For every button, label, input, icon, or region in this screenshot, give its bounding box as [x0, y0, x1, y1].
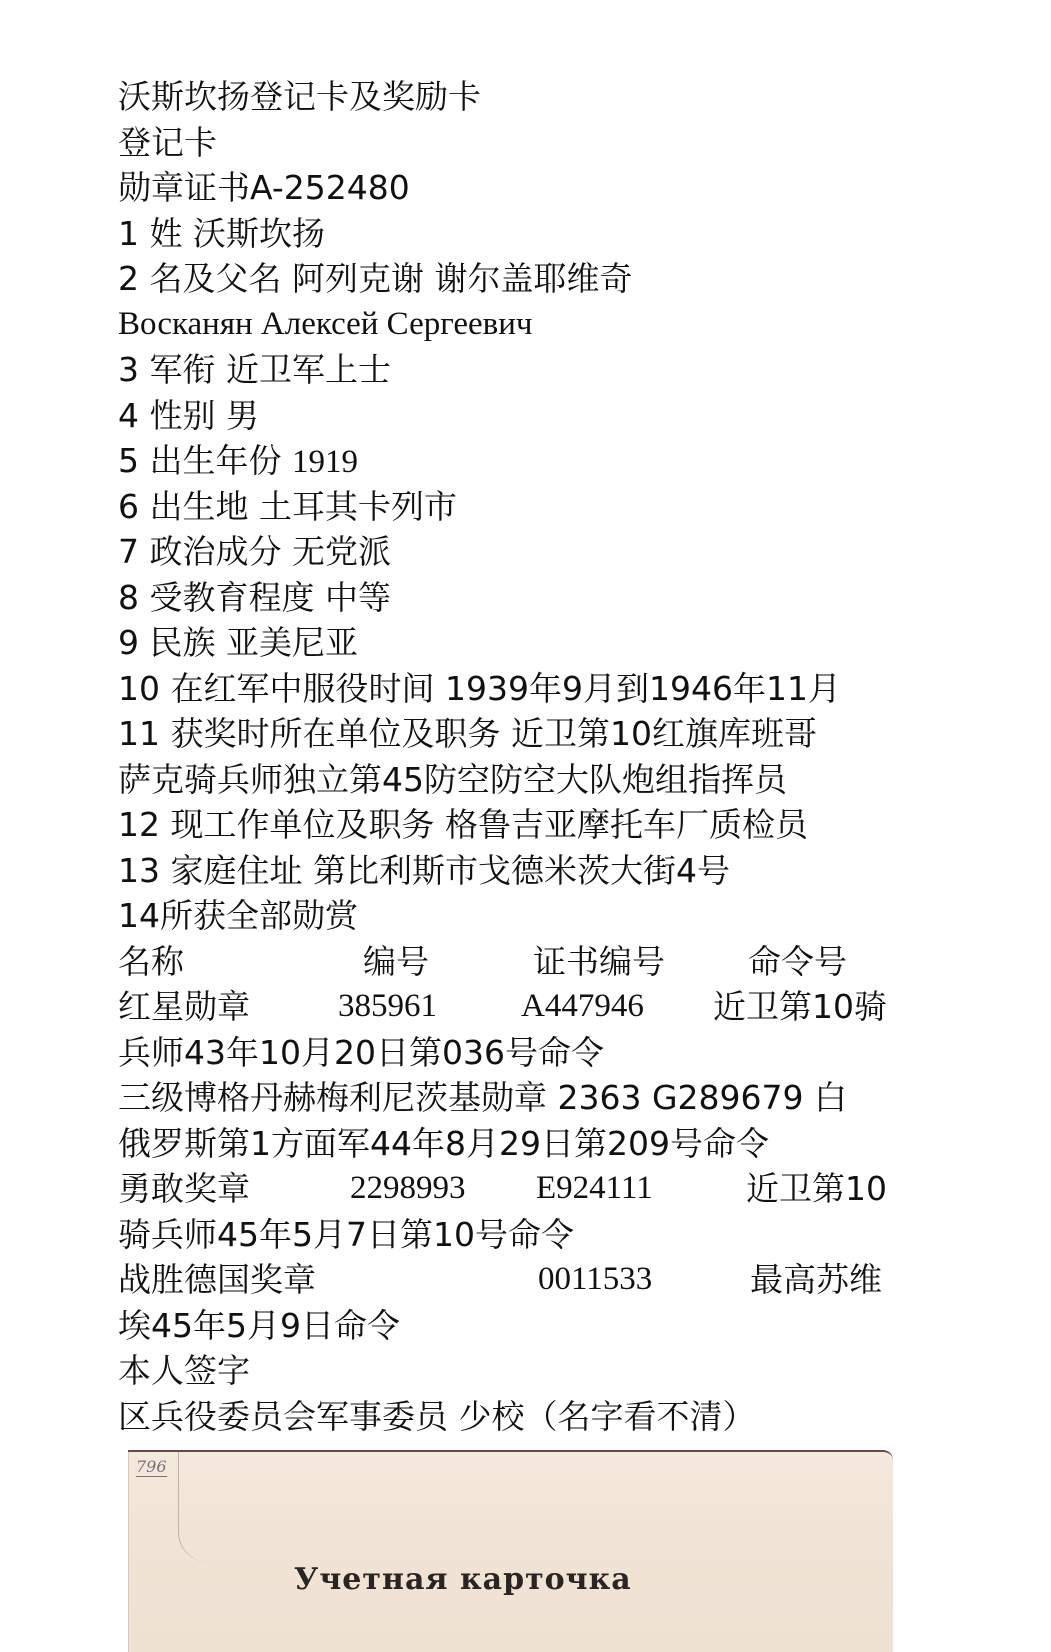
field-value: 1939年9月到1946年11月 [444, 668, 841, 708]
field-label: 1 姓 [118, 213, 183, 253]
registration-card-photo [128, 1450, 893, 1652]
field-value: Восканян Алексей Сергеевич [118, 305, 533, 342]
card-number: 796 [136, 1457, 167, 1476]
card-fold-line [178, 1452, 209, 1562]
award-order-cont: 埃45年5月9日命令 [118, 1305, 400, 1345]
award-order: 近卫第10 [746, 1169, 887, 1208]
field-rank [118, 347, 918, 393]
award-cert: 0011533 [538, 1261, 653, 1297]
award-number: 385961 [338, 988, 437, 1024]
field-current-job [118, 802, 918, 848]
award-order: 近卫第10骑 [713, 987, 887, 1026]
field-value: 中等 [325, 577, 391, 617]
award-row [118, 1257, 918, 1303]
field-value: 近卫军上士 [226, 350, 391, 389]
field-label: 7 政治成分 [118, 532, 282, 571]
award-order-cont: 兵师43年10月20日第036号命令 [118, 1032, 604, 1072]
header-cert: 证书编号 [533, 941, 665, 981]
field-gender [118, 393, 918, 439]
document-body [118, 74, 918, 1439]
field-birthplace [118, 484, 918, 530]
field-value: 土耳其卡列市 [259, 486, 457, 526]
field-value: 1919 [292, 444, 358, 480]
field-surname [118, 211, 918, 257]
field-birth-year [118, 438, 918, 484]
field-value: 格鲁吉亚摩托车厂质检员 [444, 805, 808, 844]
award-order-cont: 俄罗斯第1方面军44年8月29日第209号命令 [118, 1123, 769, 1163]
field-label: 2 名及父名 [118, 259, 282, 298]
award-number: 2298993 [350, 1170, 466, 1206]
award-cert: A447946 [521, 988, 644, 1024]
field-value: 近卫第10红旗库班哥 [510, 714, 817, 753]
field-label: 6 出生地 [118, 486, 249, 526]
header-order: 命令号 [748, 941, 847, 981]
field-label: 9 民族 [118, 623, 216, 662]
field-value: 男 [226, 395, 259, 435]
field-value: 无党派 [292, 532, 391, 571]
field-education [118, 575, 918, 621]
award-name: 红星勋章 [118, 987, 250, 1026]
field-label: 4 性别 [118, 395, 216, 435]
field-service-period [118, 666, 918, 712]
field-name-russian [118, 302, 918, 348]
field-label: 3 军衔 [118, 350, 216, 389]
field-value: 萨克骑兵师独立第45防空防空大队炮组指挥员 [118, 759, 787, 799]
field-home-address [118, 848, 918, 894]
officer-line: 区兵役委员会军事委员 少校（名字看不清） [118, 1396, 756, 1436]
field-label: 11 获奖时所在单位及职务 [118, 714, 501, 753]
field-value: 沃斯坎扬 [193, 213, 325, 253]
awards-table-header [118, 939, 918, 985]
award-order-cont: 骑兵师45年5月7日第10号命令 [118, 1214, 574, 1254]
document-subtitle: 登记卡 [118, 122, 217, 162]
award-row [118, 984, 918, 1030]
award-name: 勇敢奖章 [118, 1169, 250, 1208]
award-order: 最高苏维 [750, 1260, 882, 1299]
award-name: 战胜德国奖章 [118, 1260, 316, 1299]
field-nationality [118, 620, 918, 666]
certificate-number: 勋章证书A-252480 [118, 168, 410, 207]
field-label: 12 现工作单位及职务 [118, 805, 435, 844]
field-unit-at-award [118, 711, 918, 757]
field-value: 亚美尼亚 [226, 623, 358, 662]
award-row [118, 1166, 918, 1212]
card-title: Учетная карточка [294, 1562, 632, 1597]
field-label: 5 出生年份 [118, 441, 282, 480]
field-political-status [118, 529, 918, 575]
field-unit-at-award-cont [118, 757, 918, 803]
awards-heading: 14所获全部勋赏 [118, 896, 358, 935]
award-row: 三级博格丹赫梅利尼茨基勋章 2363 G289679 白 [118, 1078, 847, 1117]
signature-label: 本人签字 [118, 1351, 250, 1390]
header-number: 编号 [363, 941, 429, 981]
field-given-name [118, 256, 918, 302]
document-title: 沃斯坎扬登记卡及奖励卡 [118, 77, 481, 116]
award-cert: E924111 [536, 1170, 653, 1206]
field-label: 8 受教育程度 [118, 577, 315, 617]
field-value: 第比利斯市戈德米茨大街4号 [312, 850, 730, 890]
field-label: 13 家庭住址 [118, 850, 303, 890]
field-value: 阿列克谢 谢尔盖耶维奇 [292, 259, 633, 298]
field-label: 10 在红军中服役时间 [118, 668, 435, 708]
header-name: 名称 [118, 941, 184, 981]
